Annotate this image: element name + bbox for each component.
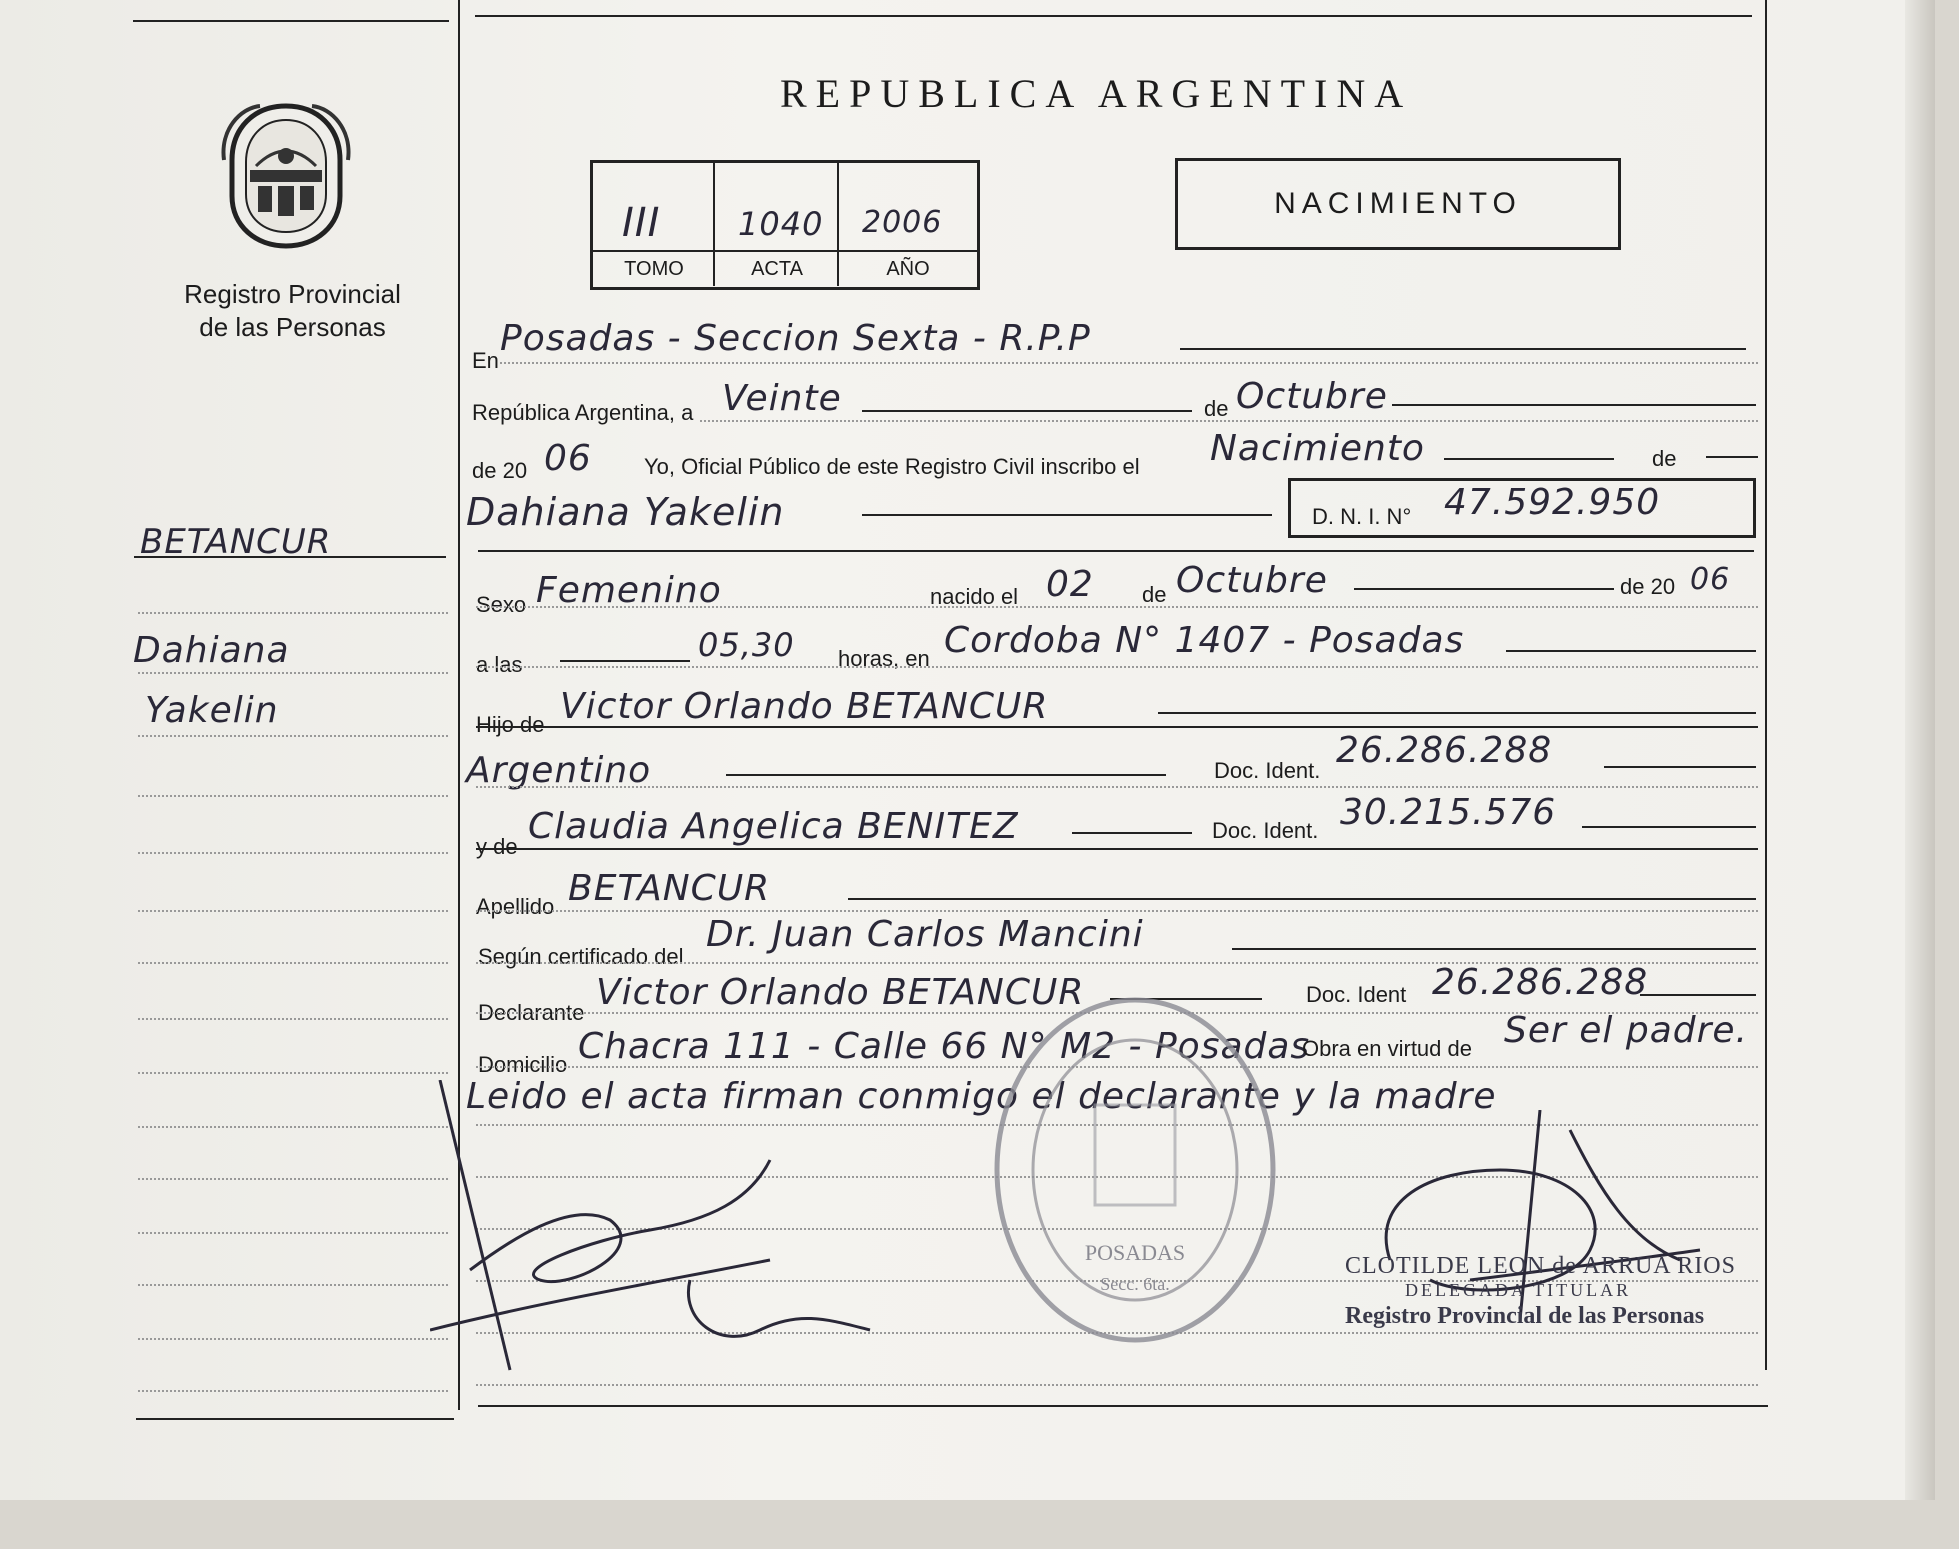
bottom-rule-left bbox=[136, 1418, 454, 1420]
name-value: Dahiana Yakelin bbox=[466, 490, 785, 534]
birth-day: 02 bbox=[1046, 564, 1094, 605]
docident-label: Doc. Ident. bbox=[1214, 758, 1321, 783]
day-value: Veinte bbox=[722, 378, 842, 419]
en-label: En bbox=[472, 348, 499, 373]
alas-label: a las bbox=[476, 652, 523, 677]
margin-dotline bbox=[138, 1018, 448, 1020]
row-rule bbox=[478, 550, 1754, 552]
segun-label: Según certificado del bbox=[478, 944, 684, 969]
hour-value: 05,30 bbox=[698, 626, 795, 664]
document-type: NACIMIENTO bbox=[1274, 187, 1522, 220]
top-rule-right bbox=[475, 15, 1752, 17]
year-value: 06 bbox=[544, 438, 592, 479]
seal-section: Secc. 6ta. bbox=[1100, 1274, 1170, 1294]
de-label-2: de bbox=[1652, 446, 1677, 471]
birth-year: 06 bbox=[1690, 562, 1731, 597]
obra-label: Obra en virtud de bbox=[1302, 1036, 1472, 1061]
de-label-3: de bbox=[1142, 582, 1167, 607]
place-value: Cordoba N° 1407 - Posadas bbox=[944, 620, 1465, 661]
record-table-rule bbox=[592, 250, 978, 252]
row-dotline bbox=[476, 606, 1758, 608]
closing-text: Leido el acta firman conmigo el declarante y la madre bbox=[466, 1076, 1497, 1117]
sexo-label: Sexo bbox=[476, 592, 527, 617]
row-rule bbox=[1072, 832, 1192, 834]
margin-surname-rule bbox=[134, 556, 446, 558]
row-rule bbox=[862, 514, 1272, 516]
dni-label: D. N. I. N° bbox=[1312, 504, 1412, 529]
docident-label-2: Doc. Ident. bbox=[1212, 818, 1319, 843]
domicilio-value: Chacra 111 - Calle 66 N° M2 - Posadas bbox=[578, 1026, 1311, 1067]
row-rule bbox=[1604, 766, 1756, 768]
cert-value: Dr. Juan Carlos Mancini bbox=[706, 914, 1144, 955]
de20-label-2: de 20 bbox=[1620, 574, 1676, 599]
margin-dotline bbox=[138, 795, 448, 797]
org-name-line1: Registro Provincial bbox=[184, 279, 401, 309]
margin-dotline bbox=[138, 1390, 448, 1392]
row-rule bbox=[1180, 348, 1746, 350]
apellido-label: Apellido bbox=[476, 894, 555, 919]
sexo-value: Femenino bbox=[536, 570, 722, 611]
top-rule-left bbox=[133, 20, 449, 22]
month-value: Octubre bbox=[1236, 376, 1388, 417]
row-rule bbox=[1158, 712, 1756, 714]
official-seal-icon bbox=[990, 990, 1280, 1350]
docident-label-3: Doc. Ident bbox=[1306, 982, 1407, 1007]
mother-doc: 30.215.576 bbox=[1340, 792, 1557, 833]
official-stamp bbox=[1345, 1253, 1736, 1330]
row-dotline bbox=[476, 786, 1758, 788]
nacido-label: nacido el bbox=[930, 584, 1019, 609]
row-dotline bbox=[476, 1384, 1758, 1386]
row-rule bbox=[1354, 588, 1614, 590]
mother-value: Claudia Angelica BENITEZ bbox=[528, 806, 1019, 847]
right-border bbox=[1765, 0, 1767, 1370]
row-rule bbox=[476, 848, 1758, 850]
yo-text: Yo, Oficial Público de este Registro Civil inscribo el bbox=[644, 454, 1140, 479]
father-value: Victor Orlando BETANCUR bbox=[560, 686, 1049, 727]
de-label: de bbox=[1204, 396, 1229, 421]
margin-dotline bbox=[138, 1232, 448, 1234]
margin-dotline bbox=[138, 1072, 448, 1074]
row-rule bbox=[1506, 650, 1756, 652]
row-rule bbox=[476, 726, 1758, 728]
declarante-value: Victor Orlando BETANCUR bbox=[596, 972, 1085, 1013]
acta-value: 1040 bbox=[738, 205, 824, 243]
margin-given2: Yakelin bbox=[145, 690, 279, 731]
de20-label: de 20 bbox=[472, 458, 528, 483]
stamp-role: DELEGADA TITULAR bbox=[1405, 1280, 1632, 1300]
anio-label: AÑO bbox=[886, 258, 930, 280]
document-type-box bbox=[1175, 158, 1621, 250]
org-name bbox=[140, 278, 445, 344]
father-doc: 26.286.288 bbox=[1336, 730, 1553, 771]
declarant-signature-icon bbox=[430, 1080, 880, 1380]
row-rule bbox=[1444, 458, 1614, 460]
margin-given1: Dahiana bbox=[133, 630, 290, 671]
horas-label: horas, en bbox=[838, 646, 930, 671]
record-table-divider-2 bbox=[837, 162, 839, 286]
row-rule bbox=[1232, 948, 1756, 950]
act-value: Nacimiento bbox=[1210, 428, 1425, 469]
margin-dotline bbox=[138, 1284, 448, 1286]
declarante-doc: 26.286.288 bbox=[1432, 962, 1649, 1003]
margin-dotline bbox=[138, 910, 448, 912]
father-nationality: Argentino bbox=[466, 750, 652, 791]
yde-label: y de bbox=[476, 834, 518, 859]
obra-value: Ser el padre. bbox=[1504, 1010, 1748, 1051]
row-rule bbox=[726, 774, 1166, 776]
margin-dotline bbox=[138, 672, 448, 674]
hijo-label: Hijo de bbox=[476, 712, 545, 737]
row-rule bbox=[1640, 994, 1756, 996]
anio-value: 2006 bbox=[862, 205, 943, 240]
margin-surname: BETANCUR bbox=[140, 522, 332, 562]
apellido-value: BETANCUR bbox=[568, 868, 771, 909]
margin-dotline bbox=[138, 852, 448, 854]
margin-dotline bbox=[138, 735, 448, 737]
margin-dotline bbox=[138, 1126, 448, 1128]
declarante-label: Declarante bbox=[478, 1000, 585, 1025]
record-table-divider-1 bbox=[713, 162, 715, 286]
row-dotline bbox=[476, 666, 1758, 668]
en-value: Posadas - Seccion Sexta - R.P.P bbox=[500, 318, 1091, 359]
tomo-label: TOMO bbox=[624, 258, 684, 280]
acta-label: ACTA bbox=[751, 258, 803, 280]
stamp-org: Registro Provincial de las Personas bbox=[1345, 1303, 1705, 1329]
seal-city: POSADAS bbox=[1084, 1240, 1186, 1265]
row-rule bbox=[1706, 456, 1758, 458]
bottom-rule-right bbox=[478, 1405, 1768, 1407]
provincial-emblem-icon bbox=[220, 100, 352, 252]
org-name-line2: de las Personas bbox=[199, 312, 386, 342]
margin-dotline bbox=[138, 1338, 448, 1340]
birth-month: Octubre bbox=[1176, 560, 1328, 601]
row-rule bbox=[560, 660, 690, 662]
row-rule bbox=[1582, 826, 1756, 828]
stamp-name: CLOTILDE LEON de ARRUA RIOS bbox=[1345, 1253, 1736, 1279]
margin-dotline bbox=[138, 612, 448, 614]
domicilio-label: Domicilio bbox=[478, 1052, 568, 1077]
document-title: REPUBLICA ARGENTINA bbox=[780, 71, 1413, 116]
margin-dotline bbox=[138, 1178, 448, 1180]
row-rule bbox=[848, 898, 1756, 900]
tomo-value: III bbox=[622, 200, 661, 246]
row-rule bbox=[862, 410, 1192, 412]
row-dotline bbox=[700, 420, 1758, 422]
dni-value: 47.592.950 bbox=[1444, 482, 1661, 523]
margin-dotline bbox=[138, 962, 448, 964]
row-dotline bbox=[500, 362, 1758, 364]
row-rule bbox=[1392, 404, 1756, 406]
republica-label: República Argentina, a bbox=[472, 400, 694, 425]
row-dotline bbox=[476, 910, 1758, 912]
